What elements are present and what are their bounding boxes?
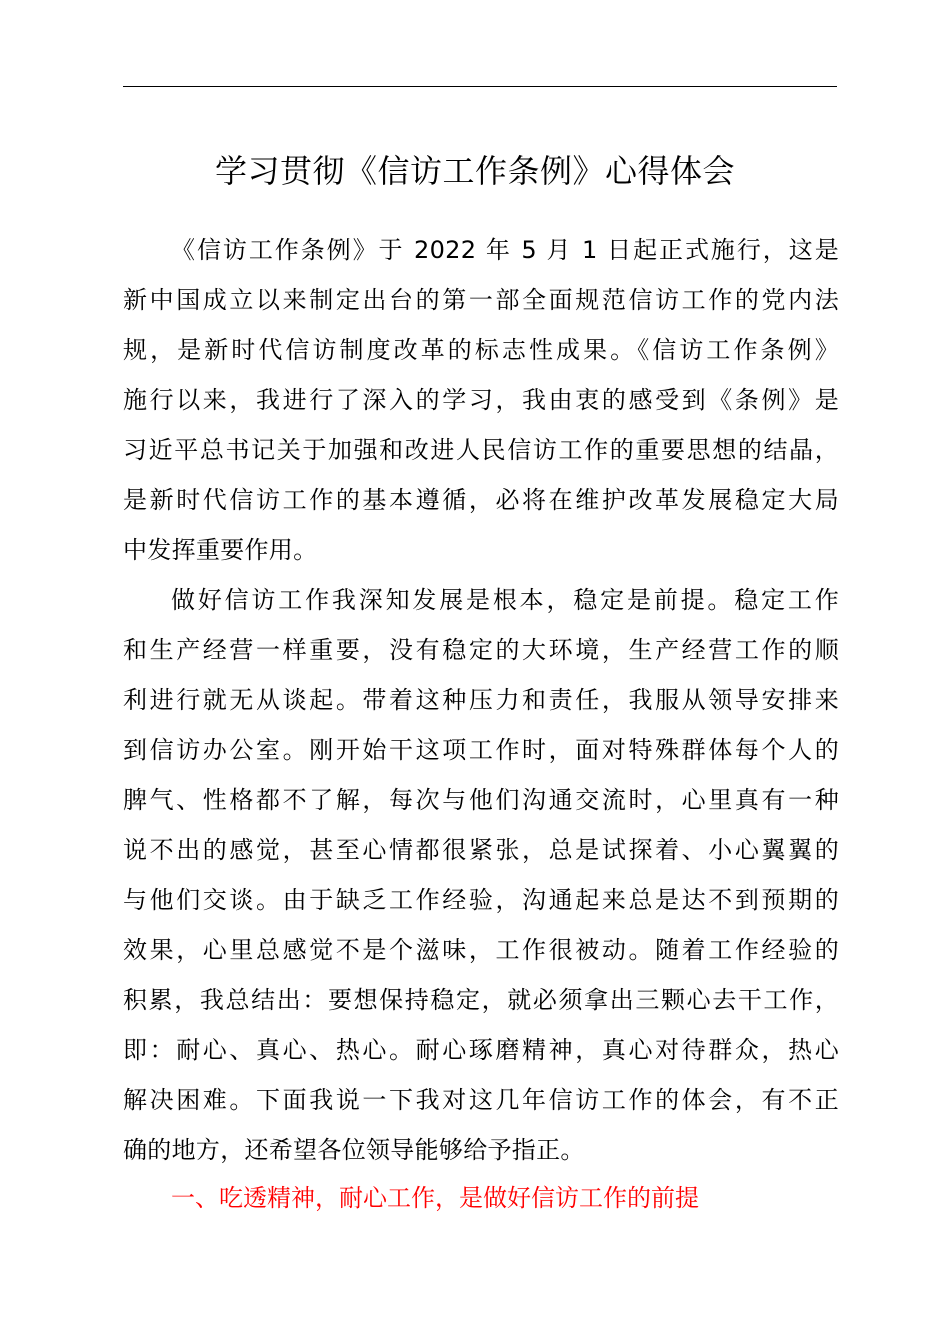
paragraph-line: 新中国成立以来制定出台的第一部全面规范信访工作的党内法 bbox=[123, 286, 839, 314]
paragraph-intro bbox=[123, 225, 839, 575]
paragraph-line: 效果，心里总感觉不是个滋味，工作很被动。随着工作经验的 bbox=[123, 936, 839, 964]
paragraph-line: 规，是新时代信访制度改革的标志性成果。《信访工作条例》 bbox=[123, 336, 839, 364]
paragraph-line: 脾气、性格都不了解，每次与他们沟通交流时，心里真有一种 bbox=[123, 786, 839, 814]
paragraph-line: 积累，我总结出：要想保持稳定，就必须拿出三颗心去干工作， bbox=[123, 986, 839, 1014]
paragraph-line: 与他们交谈。由于缺乏工作经验，沟通起来总是达不到预期的 bbox=[123, 886, 839, 914]
paragraph-line: 确的地方，还希望各位领导能够给予指正。 bbox=[123, 1136, 585, 1164]
document-title: 学习贯彻《信访工作条例》心得体会 bbox=[214, 152, 735, 190]
paragraph-line: 做好信访工作我深知发展是根本，稳定是前提。稳定工作 bbox=[171, 586, 839, 614]
header-rule bbox=[123, 86, 837, 87]
paragraph-line: 施行以来，我进行了深入的学习，我由衷的感受到《条例》是 bbox=[123, 386, 839, 414]
paragraph-line: 《信访工作条例》于 2022 年 5 月 1 日起正式施行，这是 bbox=[171, 236, 839, 264]
paragraph-line: 是新时代信访工作的基本遵循，必将在维护改革发展稳定大局 bbox=[123, 486, 839, 514]
paragraph-line: 解决困难。下面我说一下我对这几年信访工作的体会，有不正 bbox=[123, 1086, 839, 1114]
paragraph-experience bbox=[123, 575, 839, 1175]
paragraph-line: 到信访办公室。刚开始干这项工作时，面对特殊群体每个人的 bbox=[123, 736, 839, 764]
paragraph-line: 中发挥重要作用。 bbox=[123, 536, 318, 564]
paragraph-line: 习近平总书记关于加强和改进人民信访工作的重要思想的结晶， bbox=[123, 436, 839, 464]
paragraph-line: 即：耐心、真心、热心。耐心琢磨精神，真心对待群众，热心 bbox=[123, 1036, 839, 1064]
paragraph-line: 利进行就无从谈起。带着这种压力和责任，我服从领导安排来 bbox=[123, 686, 839, 714]
paragraph-line: 说不出的感觉，甚至心情都很紧张，总是试探着、小心翼翼的 bbox=[123, 836, 839, 864]
paragraph-line: 和生产经营一样重要，没有稳定的大环境，生产经营工作的顺 bbox=[123, 636, 839, 664]
section-heading: 一、吃透精神，耐心工作，是做好信访工作的前提 bbox=[171, 1184, 699, 1212]
